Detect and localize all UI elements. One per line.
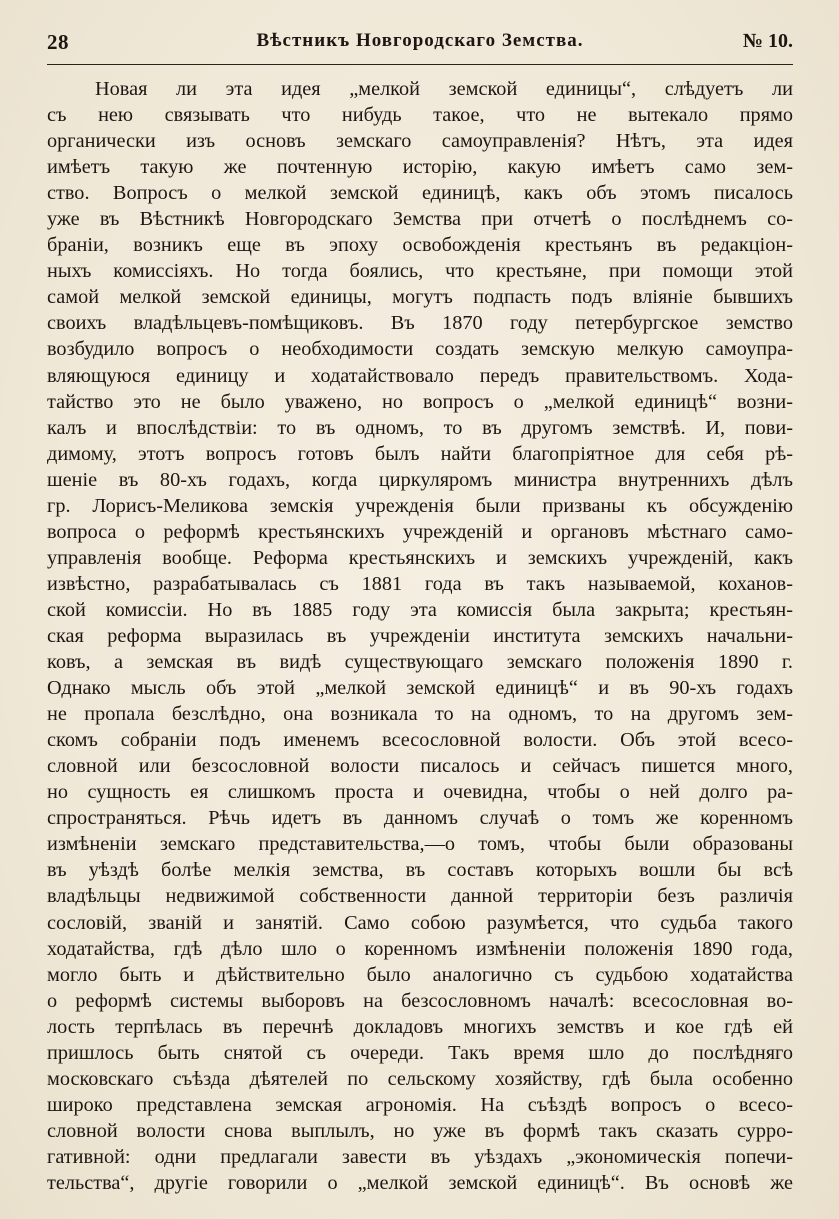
text-line: ской комиссіи. Но въ 1885 году эта комиссія была закрыта; крестьян- bbox=[47, 598, 793, 621]
text-line: ковъ, а земская въ видѣ существующаго земскаго положенія 1890 г. bbox=[47, 651, 793, 674]
text-line: не пропала безслѣдно, она возникала то на одномъ, то на другомъ зем- bbox=[47, 703, 793, 726]
text-line: сословій, званій и занятій. Само собою разумѣется, что судьба такого bbox=[47, 911, 793, 934]
text-line: браніи, возникъ еще въ эпоху освобожденія крестьянъ въ редакціон- bbox=[47, 234, 793, 257]
issue-number: № 10. bbox=[742, 30, 793, 52]
text-line: вопроса о реформѣ крестьянскихъ учрежденій и органовъ мѣстнаго само- bbox=[47, 520, 793, 543]
page-header bbox=[47, 30, 793, 60]
header-rule bbox=[47, 64, 793, 65]
text-line: спространяться. Рѣчь идетъ въ данномъ случаѣ о томъ же коренномъ bbox=[47, 807, 793, 830]
text-line: шеніе въ 80-хъ годахъ, когда циркуляромъ министра внутреннихъ дѣлъ bbox=[47, 468, 793, 491]
running-title: Вѣстникъ Новгородскаго Земства. bbox=[256, 30, 584, 51]
text-line: Однако мысль объ этой „мелкой земской единицѣ“ и въ 90-хъ годахъ bbox=[47, 677, 793, 700]
text-line: пришлось быть снятой съ очереди. Такъ время шло до послѣдняго bbox=[47, 1041, 793, 1064]
text-line: широко представлена земская агрономія. На съѣздѣ вопросъ о всесо- bbox=[47, 1093, 793, 1116]
text-line: уже въ Вѣстникѣ Новгородскаго Земства при отчетѣ о послѣднемъ со- bbox=[47, 208, 793, 231]
text-line: словной или безсословной волости писалось и сейчасъ пишется много, bbox=[47, 755, 793, 778]
text-line: могло быть и дѣйствительно было аналогично съ судьбою ходатайства bbox=[47, 963, 793, 986]
text-line: извѣстно, разрабатывалась съ 1881 года въ такъ называемой, коханов- bbox=[47, 572, 793, 595]
text-line: своихъ владѣльцевъ-помѣщиковъ. Въ 1870 году петербургское земство bbox=[47, 312, 793, 335]
text-line: измѣненіи земскаго представительства,—о томъ, чтобы были образованы bbox=[47, 833, 793, 856]
text-line: калъ и впослѣдствіи: то въ одномъ, то въ другомъ земствѣ. И, пови- bbox=[47, 416, 793, 439]
text-line: ство. Вопросъ о мелкой земской единицѣ, какъ объ этомъ писалось bbox=[47, 182, 793, 205]
text-line: скомъ собраніи подъ именемъ всесословной волости. Объ этой всесо- bbox=[47, 729, 793, 752]
page-number: 28 bbox=[47, 30, 69, 54]
text-line: но сущность ея слишкомъ проста и очевидна, чтобы о ней долго ра- bbox=[47, 781, 793, 804]
text-line: въ уѣздѣ болѣе мелкія земства, въ составъ которыхъ вошли бы всѣ bbox=[47, 859, 793, 882]
text-line: о реформѣ системы выборовъ на безсословномъ началѣ: всесословная во- bbox=[47, 989, 793, 1012]
text-line: имѣетъ такую же почтенную исторію, какую имѣетъ само зем- bbox=[47, 156, 793, 179]
text-line: возбудило вопросъ о необходимости создать земскую мелкую самоупра- bbox=[47, 338, 793, 361]
text-line: ходатайства, гдѣ дѣло шло о коренномъ измѣненіи положенія 1890 года, bbox=[47, 937, 793, 960]
text-line: тайство это не было уважено, но вопросъ о „мелкой единицѣ“ возни- bbox=[47, 390, 793, 413]
text-line: ская реформа выразилась въ учрежденіи института земскихъ начальни- bbox=[47, 624, 793, 647]
text-line: димому, этотъ вопросъ готовъ былъ найти благопріятное для себя рѣ- bbox=[47, 442, 793, 465]
text-line: лость терпѣлась въ перечнѣ докладовъ многихъ земствъ и кое гдѣ ей bbox=[47, 1015, 793, 1038]
text-line: самой мелкой земской единицы, могутъ подпасть подъ вліяніе бывшихъ bbox=[47, 286, 793, 309]
text-line: словной волости снова выплылъ, но уже въ формѣ такъ сказать сурро- bbox=[47, 1119, 793, 1142]
text-line: съ нею связывать что нибудь такое, что не вытекало прямо bbox=[47, 104, 793, 127]
text-line: тельства“, другіе говорили о „мелкой земской единицѣ“. Въ основѣ же bbox=[47, 1171, 793, 1194]
body-text bbox=[47, 76, 793, 1196]
text-line: органически изъ основъ земскаго самоуправленія? Нѣтъ, эта идея bbox=[47, 130, 793, 153]
text-line: Новая ли эта идея „мелкой земской единицы“, слѣдуетъ ли bbox=[95, 78, 793, 100]
text-line: управленія вообще. Реформа крестьянскихъ и земскихъ учрежденій, какъ bbox=[47, 546, 793, 569]
text-line: ныхъ комиссіяхъ. Но тогда боялись, что крестьяне, при помощи этой bbox=[47, 260, 793, 283]
text-line: гр. Лорисъ-Меликова земскія учрежденія были призваны къ обсужденію bbox=[47, 494, 793, 517]
text-line: вляющуюся единицу и ходатайствовало передъ правительствомъ. Хода- bbox=[47, 364, 793, 387]
text-line: гативной: одни предлагали завести въ уѣздахъ „экономическія попечи- bbox=[47, 1145, 793, 1168]
text-line: московскаго съѣзда дѣятелей по сельскому хозяйству, гдѣ была особенно bbox=[47, 1067, 793, 1090]
text-line: владѣльцы недвижимой собственности данной территоріи безъ различія bbox=[47, 885, 793, 908]
